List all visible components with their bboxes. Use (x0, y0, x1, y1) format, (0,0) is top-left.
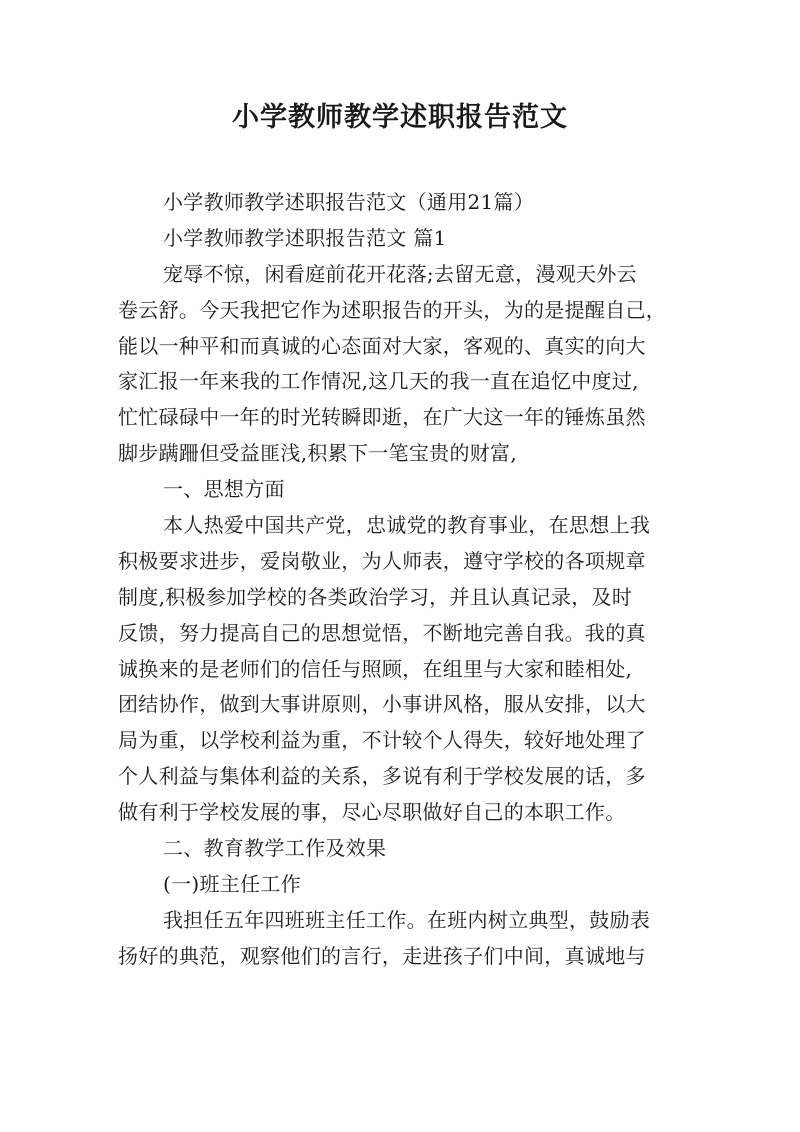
text-line: 诚换来的是老师们的信任与照顾，在组里与大家和睦相处, (118, 656, 633, 681)
text-line: 做有利于学校发展的事，尽心尽职做好自己的本职工作。 (118, 800, 626, 825)
text-line: 脚步蹒跚但受益匪浅,积累下一笔宝贵的财富, (118, 441, 518, 466)
text-line: 团结协作，做到大事讲原则，小事讲风格，服从安排，以大 (118, 692, 646, 717)
text-line: 本人热爱中国共产党，忠诚党的教育事业，在思想上我 (163, 513, 651, 538)
text-line: 忙忙碌碌中一年的时光转瞬即逝，在广大这一年的锤炼虽然 (118, 405, 646, 430)
text-line: 我担任五年四班班主任工作。在班内树立典型，鼓励表 (163, 907, 651, 932)
text-line: 扬好的典范，观察他们的言行，走进孩子们中间，真诚地与 (118, 943, 646, 968)
text-line: 反馈，努力提高自己的思想觉悟，不断地完善自我。我的真 (118, 620, 646, 645)
text-line: 积极要求进步，爱岗敬业，为人师表，遵守学校的各项规章 (118, 548, 646, 573)
text-line: (一)班主任工作 (163, 871, 302, 896)
text-line: 一、思想方面 (163, 477, 285, 502)
text-line: 能以一种平和而真诚的心态面对大家，客观的、真实的向大 (118, 333, 646, 358)
text-line: 家汇报一年来我的工作情况,这几天的我一直在追忆中度过, (118, 369, 639, 394)
text-line: 小学教师教学述职报告范文 篇1 (163, 225, 447, 250)
text-line: 卷云舒。今天我把它作为述职报告的开头，为的是提醒自己， (118, 297, 667, 322)
text-line: 二、教育教学工作及效果 (163, 836, 387, 861)
text-line: 局为重，以学校利益为重，不计较个人得失，较好地处理了 (118, 728, 646, 753)
document-body (118, 185, 690, 975)
text-line: 个人利益与集体利益的关系，多说有利于学校发展的话，多 (118, 764, 646, 789)
text-line: 小学教师教学述职报告范文（通用21篇） (163, 190, 535, 214)
document-title: 小学教师教学述职报告范文 (232, 102, 568, 133)
text-line: 制度,积极参加学校的各类政治学习，并且认真记录，及时 (118, 584, 633, 609)
text-line: 宠辱不惊，闲看庭前花开花落;去留无意，漫观天外云 (163, 261, 637, 286)
